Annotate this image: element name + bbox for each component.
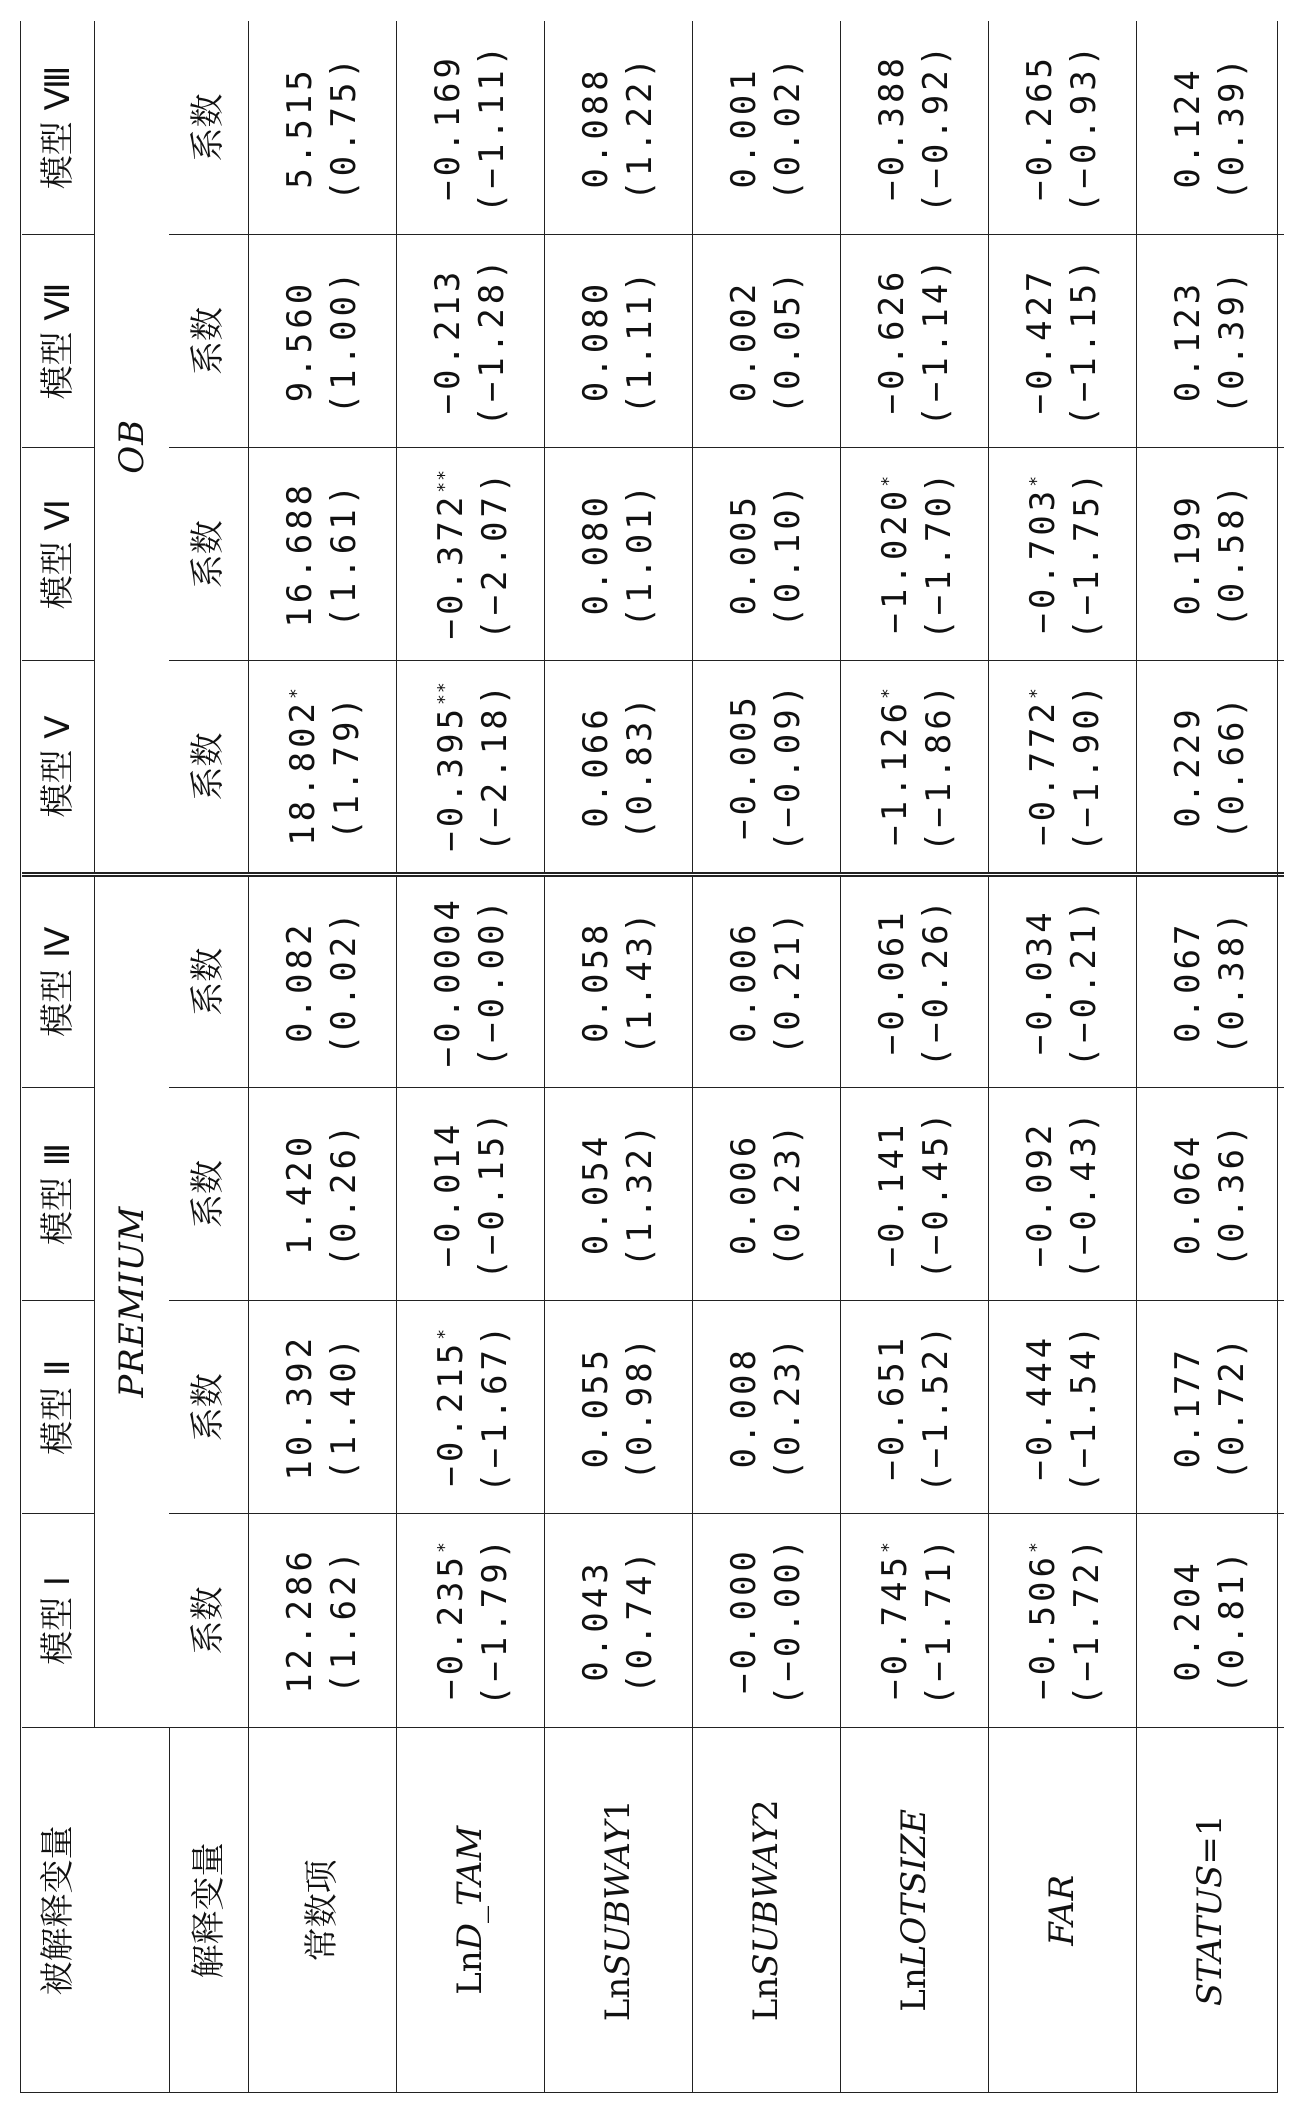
coefficient-value xyxy=(867,448,917,660)
coefficient-number: −0.703 xyxy=(1023,486,1063,634)
coefficient-number: −0.0004 xyxy=(428,896,468,1068)
coefficient-number: 0.199 xyxy=(1168,493,1208,616)
coefficient-cell xyxy=(840,874,988,1087)
t-statistic: (−1.86) xyxy=(919,680,959,853)
variable-name xyxy=(1136,1727,1284,2093)
t-statistic: (−1.75) xyxy=(1067,468,1107,640)
coefficient-number: −0.444 xyxy=(1020,1333,1060,1481)
coefficient-cell xyxy=(544,874,692,1087)
coefficient-value xyxy=(722,235,766,447)
coefficient-value xyxy=(1018,1301,1062,1513)
coefficient-value xyxy=(423,1301,473,1513)
explanatory-variable-label: 解释变量 xyxy=(169,1727,248,2093)
coefficient-number: −0.388 xyxy=(872,54,912,201)
coefficient-number: −0.626 xyxy=(872,267,912,415)
coefficient-cell xyxy=(988,21,1136,234)
coefficient-number: −0.005 xyxy=(724,693,764,840)
coefficient-value xyxy=(275,661,325,871)
coefficient-value xyxy=(722,661,766,871)
coefficient-value xyxy=(574,235,618,447)
variable-name-part: Ln xyxy=(746,1976,786,2022)
coefficient-cell xyxy=(248,1514,396,1727)
t-statistic: (−1.11) xyxy=(472,41,512,214)
coefficient-cell xyxy=(396,448,544,661)
t-statistic: (−0.26) xyxy=(916,896,956,1068)
t-statistic: (−1.15) xyxy=(1064,255,1104,427)
table-row xyxy=(396,21,544,2093)
coefficient-cell xyxy=(396,1301,544,1514)
coefficient-number: 16.688 xyxy=(280,480,320,628)
coefficient-cell xyxy=(396,874,544,1087)
t-statistic: (0.21) xyxy=(768,908,808,1056)
coefficient-number: 12.286 xyxy=(280,1547,320,1694)
table-row xyxy=(988,21,1136,2093)
coefficient-cell xyxy=(1136,448,1284,661)
t-statistic: (1.43) xyxy=(620,908,660,1056)
model-header: 模型 Ⅴ xyxy=(22,661,95,874)
regression-table xyxy=(22,21,1284,2093)
t-statistic: (−2.18) xyxy=(475,680,515,853)
coefficient-number: 0.123 xyxy=(1168,279,1208,403)
coefficient-number: −0.772 xyxy=(1023,699,1063,846)
coefficient-value xyxy=(867,661,917,871)
coefficient-number: 0.082 xyxy=(280,920,320,1043)
coefficient-value xyxy=(1015,1514,1065,1726)
significance-stars: * xyxy=(434,1327,455,1340)
coefficient-number: −0.169 xyxy=(428,54,468,201)
t-statistic: (1.32) xyxy=(620,1120,660,1268)
coefficient-number: 0.080 xyxy=(576,493,616,616)
t-statistic: (−1.72) xyxy=(1067,1534,1107,1707)
coefficient-cell xyxy=(396,1087,544,1300)
coefficient-cell xyxy=(1136,874,1284,1087)
coefficient-number: 5.515 xyxy=(280,66,320,189)
t-statistic: (−0.15) xyxy=(472,1108,512,1280)
coefficient-cell xyxy=(988,234,1136,447)
coefficient-value xyxy=(1018,21,1062,234)
t-statistic: (0.74) xyxy=(620,1547,660,1694)
coefficient-value xyxy=(574,1514,618,1726)
coef-header: 系数 xyxy=(169,874,248,1087)
variable-name-part: Ln xyxy=(598,1976,638,2022)
coefficient-number: 0.006 xyxy=(724,920,764,1043)
coefficient-value xyxy=(278,1088,322,1300)
coefficient-value xyxy=(870,1301,914,1513)
coefficient-value xyxy=(722,448,766,660)
coefficient-value xyxy=(423,448,473,660)
coefficient-number: 0.043 xyxy=(576,1559,616,1682)
coefficient-value xyxy=(722,1088,766,1300)
coef-header: 系数 xyxy=(169,21,248,234)
coefficient-number: 0.008 xyxy=(724,1346,764,1469)
dependent-variable-spacer xyxy=(95,1727,170,2093)
variable-name xyxy=(396,1727,544,2093)
coefficient-number: −0.034 xyxy=(1020,908,1060,1056)
coefficient-cell xyxy=(544,234,692,447)
significance-stars: * xyxy=(1026,474,1047,487)
coefficient-value xyxy=(278,1514,322,1726)
coefficient-value xyxy=(1166,1514,1210,1726)
t-statistic: (−1.28) xyxy=(472,255,512,427)
coefficient-number: −0.235 xyxy=(431,1553,471,1700)
t-statistic: (0.83) xyxy=(620,693,660,840)
model-header: 模型 Ⅷ xyxy=(22,21,95,234)
model-header: 模型 Ⅰ xyxy=(22,1514,95,1727)
coef-header-row xyxy=(169,21,248,2093)
t-statistic: (−1.79) xyxy=(475,1534,515,1707)
coefficient-value xyxy=(278,1301,322,1513)
coefficient-number: −0.506 xyxy=(1023,1553,1063,1700)
variable-name-part: STATUS xyxy=(1190,1864,1230,2007)
significance-stars: * xyxy=(878,474,899,487)
coefficient-value xyxy=(1166,1088,1210,1300)
variable-name-part: 1 xyxy=(598,1799,638,1821)
t-statistic: (0.98) xyxy=(620,1333,660,1481)
t-statistic: (0.05) xyxy=(768,267,808,415)
variable-name-part: FAR xyxy=(1042,1874,1082,1946)
variable-name-part: 2 xyxy=(746,1799,786,1821)
coefficient-cell xyxy=(840,1087,988,1300)
coefficient-value xyxy=(278,21,322,234)
group-header-row xyxy=(95,21,170,2093)
coefficient-number: 0.054 xyxy=(576,1132,616,1256)
coefficient-cell xyxy=(1136,21,1284,234)
coefficient-value xyxy=(867,1514,917,1726)
coef-header: 系数 xyxy=(169,1301,248,1514)
variable-name-part: 常数项 xyxy=(302,1859,342,1962)
coefficient-value xyxy=(426,21,470,234)
coefficient-value xyxy=(1166,1301,1210,1513)
coefficient-cell xyxy=(692,1301,840,1514)
significance-stars: * xyxy=(286,687,307,700)
t-statistic: (1.00) xyxy=(324,267,364,415)
coefficient-cell xyxy=(544,1087,692,1300)
t-statistic: (0.02) xyxy=(768,54,808,201)
coef-header: 系数 xyxy=(169,1087,248,1300)
coefficient-value xyxy=(1166,448,1210,660)
t-statistic: (−0.00) xyxy=(768,1534,808,1707)
table-row xyxy=(840,21,988,2093)
coefficient-value xyxy=(423,661,473,871)
coefficient-number: 0.006 xyxy=(724,1132,764,1256)
coefficient-cell xyxy=(248,21,396,234)
table-row xyxy=(248,21,396,2093)
coefficient-number: −0.092 xyxy=(1020,1120,1060,1268)
coefficient-cell xyxy=(544,21,692,234)
t-statistic: (−1.67) xyxy=(475,1321,515,1493)
coefficient-value xyxy=(722,1514,766,1726)
coefficient-number: 0.055 xyxy=(576,1346,616,1469)
model-header: 模型 Ⅵ xyxy=(22,448,95,661)
coefficient-value xyxy=(1166,235,1210,447)
coefficient-cell xyxy=(544,448,692,661)
coefficient-cell xyxy=(692,874,840,1087)
coefficient-cell xyxy=(248,234,396,447)
coefficient-cell xyxy=(544,661,692,874)
coefficient-cell xyxy=(840,448,988,661)
table-bottom-rule xyxy=(1277,21,1278,2093)
variable-name-part: LOTSIZE xyxy=(894,1808,934,1968)
significance-stars: * xyxy=(1026,687,1047,700)
variable-name-part: Ln xyxy=(894,1967,934,2012)
variable-name xyxy=(692,1727,840,2093)
t-statistic: (−0.93) xyxy=(1064,41,1104,214)
t-statistic: (0.10) xyxy=(768,480,808,628)
coefficient-value xyxy=(722,877,766,1087)
coefficient-value xyxy=(1015,448,1065,660)
significance-stars: ** xyxy=(434,469,455,493)
coefficient-number: 0.002 xyxy=(724,279,764,403)
t-statistic: (0.58) xyxy=(1212,480,1252,628)
table-top-rule xyxy=(20,21,21,2093)
coefficient-cell xyxy=(248,1087,396,1300)
coefficient-cell xyxy=(692,1514,840,1727)
significance-stars: * xyxy=(1026,1541,1047,1554)
variable-name-part: D_TAM xyxy=(450,1825,490,1951)
group-label: PREMIUM xyxy=(95,874,170,1727)
significance-stars: * xyxy=(878,687,899,700)
coefficient-number: −0.014 xyxy=(428,1120,468,1268)
coefficient-cell xyxy=(988,1087,1136,1300)
coefficient-number: −0.213 xyxy=(428,267,468,415)
t-statistic: (−0.45) xyxy=(916,1108,956,1280)
coefficient-cell xyxy=(1136,661,1284,874)
t-statistic: (1.11) xyxy=(620,267,660,415)
coefficient-number: 0.080 xyxy=(576,279,616,403)
coefficient-value xyxy=(574,1301,618,1513)
coefficient-value xyxy=(278,877,322,1087)
variable-name xyxy=(988,1727,1136,2093)
coefficient-value xyxy=(574,1088,618,1300)
t-statistic: (0.23) xyxy=(768,1333,808,1481)
variable-name-part: Ln xyxy=(450,1950,490,1995)
coefficient-cell xyxy=(248,1301,396,1514)
coefficient-cell xyxy=(988,1514,1136,1727)
model-header: 模型 Ⅳ xyxy=(22,874,95,1087)
coefficient-cell xyxy=(544,1514,692,1727)
coefficient-cell xyxy=(396,1514,544,1727)
coefficient-number: 0.005 xyxy=(724,493,764,616)
coefficient-number: −1.126 xyxy=(875,699,915,846)
coefficient-number: −0.745 xyxy=(875,1553,915,1700)
t-statistic: (1.40) xyxy=(324,1333,364,1481)
t-statistic: (0.36) xyxy=(1212,1120,1252,1268)
coefficient-cell xyxy=(1136,1301,1284,1514)
coefficient-value xyxy=(722,21,766,234)
coefficient-cell xyxy=(840,21,988,234)
coefficient-value xyxy=(1018,877,1062,1087)
coefficient-cell xyxy=(248,661,396,874)
coefficient-cell xyxy=(248,448,396,661)
coefficient-value xyxy=(1018,1088,1062,1300)
coefficient-number: −0.061 xyxy=(872,908,912,1056)
t-statistic: (−0.43) xyxy=(1064,1108,1104,1280)
t-statistic: (0.23) xyxy=(768,1120,808,1268)
coefficient-number: 1.420 xyxy=(280,1132,320,1256)
t-statistic: (0.75) xyxy=(324,54,364,201)
coefficient-value xyxy=(278,448,322,660)
coefficient-value xyxy=(574,448,618,660)
table-row xyxy=(1136,21,1284,2093)
model-header: 模型 Ⅱ xyxy=(22,1301,95,1514)
coefficient-cell xyxy=(988,874,1136,1087)
coefficient-value xyxy=(426,1088,470,1300)
coefficient-value xyxy=(870,1088,914,1300)
variable-name xyxy=(840,1727,988,2093)
coefficient-number: −0.395 xyxy=(431,704,471,852)
coefficient-value xyxy=(574,877,618,1087)
coefficient-cell xyxy=(692,661,840,874)
coefficient-cell xyxy=(248,874,396,1087)
coefficient-value xyxy=(1166,21,1210,234)
coefficient-number: 0.001 xyxy=(724,66,764,189)
coef-header: 系数 xyxy=(169,234,248,447)
coefficient-cell xyxy=(396,21,544,234)
group-label: OB xyxy=(112,418,152,474)
model-header-row xyxy=(22,21,95,2093)
coefficient-number: 0.058 xyxy=(576,920,616,1043)
coefficient-number: −1.020 xyxy=(875,486,915,634)
t-statistic: (1.61) xyxy=(324,480,364,628)
coefficient-value xyxy=(1166,877,1210,1087)
variable-name xyxy=(248,1727,396,2093)
coefficient-value xyxy=(722,1301,766,1513)
coefficient-cell xyxy=(544,1301,692,1514)
t-statistic: (−1.54) xyxy=(1064,1321,1104,1493)
t-statistic: (−1.52) xyxy=(916,1321,956,1493)
coefficient-value xyxy=(423,1514,473,1726)
coefficient-cell xyxy=(396,661,544,874)
t-statistic: (0.26) xyxy=(324,1120,364,1268)
coefficient-number: 9.560 xyxy=(280,279,320,403)
coefficient-cell xyxy=(840,1514,988,1727)
table-row xyxy=(692,21,840,2093)
coefficient-cell xyxy=(692,234,840,447)
coefficient-value xyxy=(1018,235,1062,447)
coefficient-cell xyxy=(692,1087,840,1300)
t-statistic: (−2.07) xyxy=(475,468,515,640)
coefficient-number: −0.265 xyxy=(1020,54,1060,201)
significance-stars: * xyxy=(434,1541,455,1554)
coefficient-number: −0.141 xyxy=(872,1120,912,1268)
coefficient-cell xyxy=(988,448,1136,661)
coefficient-cell xyxy=(840,234,988,447)
coef-header: 系数 xyxy=(169,448,248,661)
model-header: 模型 Ⅲ xyxy=(22,1087,95,1300)
coefficient-number: −0.427 xyxy=(1020,267,1060,415)
coefficient-value xyxy=(426,877,470,1087)
t-statistic: (0.66) xyxy=(1212,693,1252,840)
coefficient-number: −0.000 xyxy=(724,1547,764,1694)
t-statistic: (1.22) xyxy=(620,54,660,201)
coefficient-value xyxy=(574,661,618,871)
coefficient-number: 10.392 xyxy=(280,1333,320,1481)
coefficient-cell xyxy=(1136,234,1284,447)
table-row xyxy=(544,21,692,2093)
significance-stars: * xyxy=(878,1541,899,1554)
model-header: 模型 Ⅶ xyxy=(22,234,95,447)
t-statistic: (−0.09) xyxy=(768,680,808,853)
coefficient-number: 0.124 xyxy=(1168,66,1208,189)
t-statistic: (0.39) xyxy=(1212,54,1252,201)
coefficient-cell xyxy=(988,661,1136,874)
coefficient-cell xyxy=(1136,1087,1284,1300)
coefficient-value xyxy=(870,235,914,447)
coefficient-number: 0.177 xyxy=(1168,1346,1208,1469)
t-statistic: (0.39) xyxy=(1212,267,1252,415)
t-statistic: (1.01) xyxy=(620,480,660,628)
t-statistic: (0.38) xyxy=(1212,908,1252,1056)
coefficient-value xyxy=(278,235,322,447)
t-statistic: (1.62) xyxy=(324,1547,364,1694)
coefficient-number: 0.204 xyxy=(1168,1559,1208,1682)
coefficient-number: 0.064 xyxy=(1168,1132,1208,1256)
coefficient-number: 18.802 xyxy=(283,699,323,846)
coefficient-cell xyxy=(396,234,544,447)
coefficient-value xyxy=(870,21,914,234)
coefficient-value xyxy=(426,235,470,447)
coefficient-number: 0.067 xyxy=(1168,920,1208,1043)
coefficient-value xyxy=(574,21,618,234)
t-statistic: (−1.70) xyxy=(919,468,959,640)
significance-stars: ** xyxy=(434,681,455,705)
coefficient-value xyxy=(1015,661,1065,871)
coefficient-number: −0.651 xyxy=(872,1333,912,1481)
coefficient-number: 0.229 xyxy=(1168,705,1208,828)
variable-name-part: SUBWAY xyxy=(598,1820,638,1977)
coefficient-number: 0.088 xyxy=(576,66,616,189)
t-statistic: (−1.71) xyxy=(919,1534,959,1707)
t-statistic: (0.81) xyxy=(1212,1547,1252,1694)
t-statistic: (−0.92) xyxy=(916,41,956,214)
t-statistic: (−1.14) xyxy=(916,255,956,427)
coefficient-cell xyxy=(692,21,840,234)
coefficient-value xyxy=(870,877,914,1087)
t-statistic: (−0.00) xyxy=(472,896,512,1068)
coefficient-cell xyxy=(988,1301,1136,1514)
coefficient-number: 0.066 xyxy=(576,705,616,828)
variable-name-part: =1 xyxy=(1190,1814,1230,1865)
t-statistic: (0.02) xyxy=(324,908,364,1056)
coefficient-number: −0.215 xyxy=(431,1339,471,1487)
variable-name-part: SUBWAY xyxy=(746,1820,786,1977)
coefficient-value xyxy=(1166,661,1210,871)
variable-name xyxy=(544,1727,692,2093)
coefficient-cell xyxy=(1136,1514,1284,1727)
coefficient-cell xyxy=(692,448,840,661)
coefficient-number: −0.372 xyxy=(431,492,471,640)
coefficient-cell xyxy=(840,1301,988,1514)
t-statistic: (−0.21) xyxy=(1064,896,1104,1068)
coef-header: 系数 xyxy=(169,661,248,874)
t-statistic: (1.79) xyxy=(327,693,367,840)
coef-header: 系数 xyxy=(169,1514,248,1727)
t-statistic: (0.72) xyxy=(1212,1333,1252,1481)
coefficient-cell xyxy=(840,661,988,874)
dependent-variable-label: 被解释变量 xyxy=(22,1727,95,2093)
t-statistic: (−1.90) xyxy=(1067,680,1107,853)
